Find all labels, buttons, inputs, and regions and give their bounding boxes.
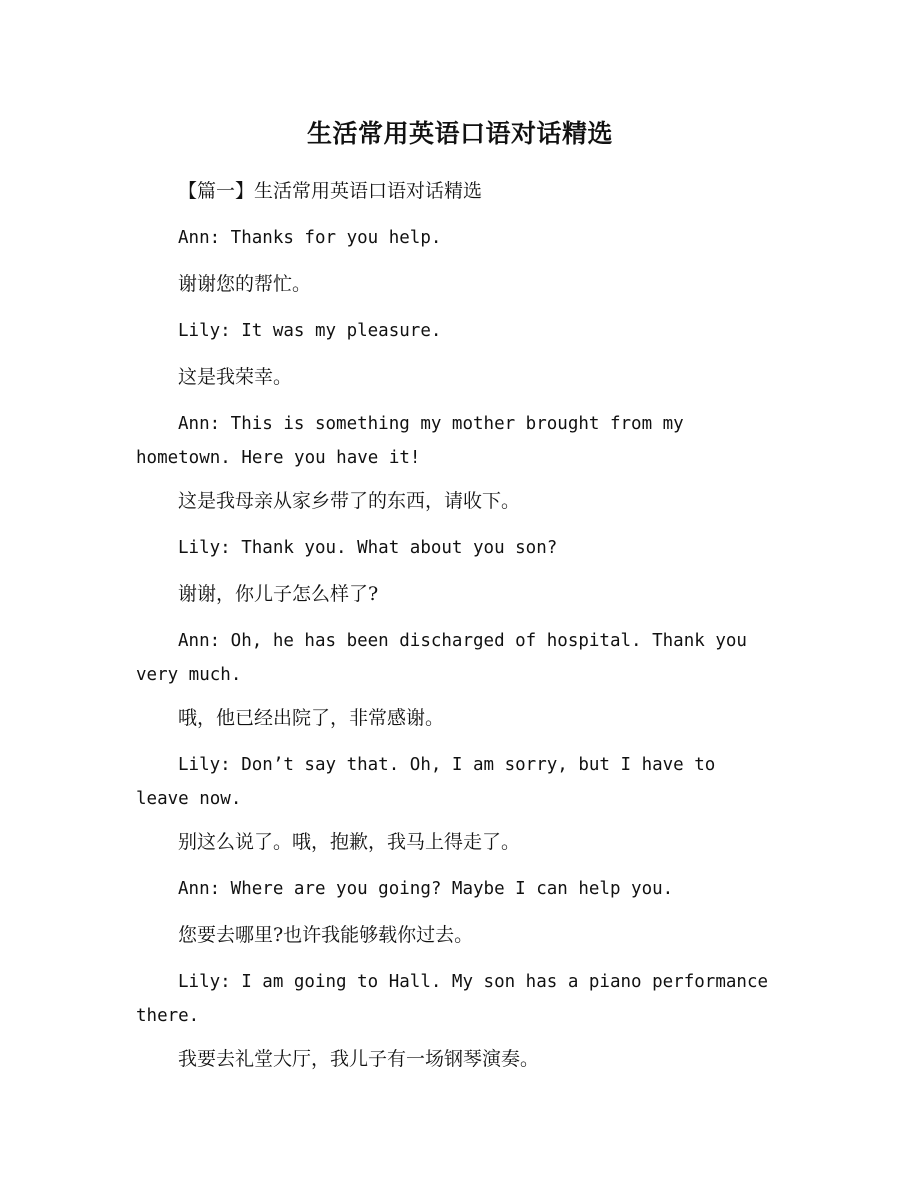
dialogue-line-continued: there. <box>136 1006 200 1026</box>
translation-line: 这是我母亲从家乡带了的东西，请收下。 <box>178 490 521 512</box>
translation-line: 谢谢您的帮忙。 <box>178 273 312 295</box>
document-title: 生活常用英语口语对话精选 <box>306 119 613 148</box>
dialogue-line: Ann: This is something my mother brought from my <box>178 414 684 434</box>
dialogue-line: Lily: Don’t say that. Oh, I am sorry, but I have to <box>178 755 716 775</box>
dialogue-line: Ann: Oh, he has been discharged of hospital. Thank you <box>178 631 747 651</box>
dialogue-line-continued: hometown. Here you have it! <box>136 448 421 468</box>
dialogue-line: Lily: Thank you. What about you son? <box>178 538 558 558</box>
translation-line: 我要去礼堂大厅，我儿子有一场钢琴演奏。 <box>178 1048 540 1070</box>
translation-line: 别这么说了。哦，抱歉，我马上得走了。 <box>178 831 521 853</box>
dialogue-line: Lily: It was my pleasure. <box>178 321 442 341</box>
translation-line: 谢谢，你儿子怎么样了? <box>178 583 379 605</box>
dialogue-line: Ann: Thanks for you help. <box>178 228 442 248</box>
dialogue-line-continued: very much. <box>136 665 242 685</box>
dialogue-line: Ann: Where are you going? Maybe I can help you. <box>178 879 674 899</box>
dialogue-line-continued: leave now. <box>136 789 242 809</box>
translation-line: 您要去哪里?也许我能够载你过去。 <box>178 924 474 946</box>
dialogue-line: Lily: I am going to Hall. My son has a piano performance <box>178 972 769 992</box>
translation-line: 哦，他已经出院了，非常感谢。 <box>178 707 445 729</box>
translation-line: 这是我荣幸。 <box>178 366 293 388</box>
section-heading: 【篇一】生活常用英语口语对话精选 <box>178 180 483 202</box>
